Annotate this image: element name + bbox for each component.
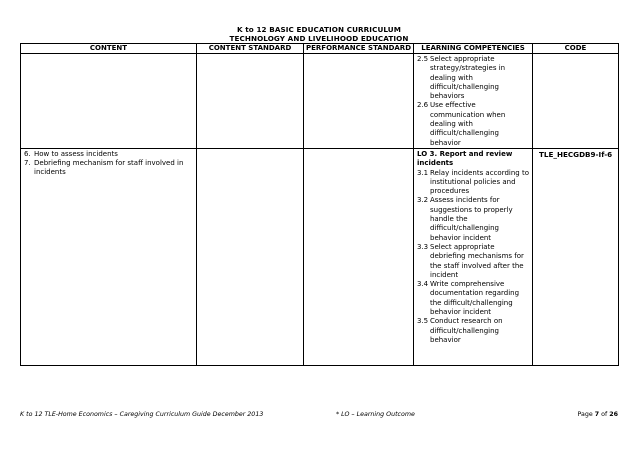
content-list <box>21 149 196 177</box>
content-standard-cell <box>197 148 304 365</box>
competency-code: TLE_HECGDB9-If-6 <box>539 149 613 159</box>
content-item: 7. Debriefing mechanism for staff involved in incidents <box>24 158 184 176</box>
footer-page-number: Page 7 of 26 <box>577 411 618 418</box>
col-header-performance-standard: PERFORMANCE STANDARD <box>304 44 414 54</box>
footer-guide-title: K to 12 TLE-Home Economics – Caregiving Curriculum Guide December 2013 <box>20 411 264 418</box>
doc-title: K to 12 BASIC EDUCATION CURRICULUM <box>237 25 401 34</box>
table-row <box>21 54 619 149</box>
col-header-learning-competencies: LEARNING COMPETENCIES <box>414 44 533 54</box>
content-item: 6. How to assess incidents <box>24 149 118 158</box>
code-cell <box>533 148 619 365</box>
competency-item: 3.4 Write comprehensive documentation regarding the difficult/challenging behavior incident <box>417 280 520 317</box>
competency-item: 3.2 Assess incidents for suggestions to properly handle the difficult/challenging behavior incident <box>417 196 513 242</box>
competency-item: 2.6 Use effective communication when dealing with difficult/challenging behavior <box>417 101 506 147</box>
content-standard-cell <box>197 54 304 149</box>
competency-item: 3.3 Select appropriate debriefing mechanisms for the staff involved after the incident <box>417 242 524 279</box>
content-cell <box>21 54 197 149</box>
curriculum-table <box>20 43 619 366</box>
performance-standard-cell <box>304 54 414 149</box>
table-header-row <box>21 44 619 54</box>
competencies-cell <box>414 54 533 149</box>
competency-item: 2.5 Select appropriate strategy/strategies in dealing with difficult/challenging behaviors <box>417 55 506 101</box>
col-header-content: CONTENT <box>21 44 197 54</box>
competency-list <box>414 169 532 346</box>
col-header-code: CODE <box>533 44 619 54</box>
performance-standard-cell <box>304 148 414 365</box>
content-cell <box>21 148 197 365</box>
table-row <box>21 148 619 365</box>
competency-item: 3.5 Conduct research on difficult/challenging behavior <box>417 317 503 344</box>
col-header-content-standard: CONTENT STANDARD <box>197 44 304 54</box>
code-cell <box>533 54 619 149</box>
doc-subtitle: TECHNOLOGY AND LIVELIHOOD EDUCATION <box>229 34 409 43</box>
learning-outcome-title: LO 3. Report and review incidents <box>417 149 513 168</box>
competencies-cell <box>414 148 533 365</box>
footer-lo-note: * LO – Learning Outcome <box>336 411 415 418</box>
competency-list <box>414 54 532 148</box>
competency-item: 3.1 Relay incidents according to institutional policies and procedures <box>417 168 529 196</box>
